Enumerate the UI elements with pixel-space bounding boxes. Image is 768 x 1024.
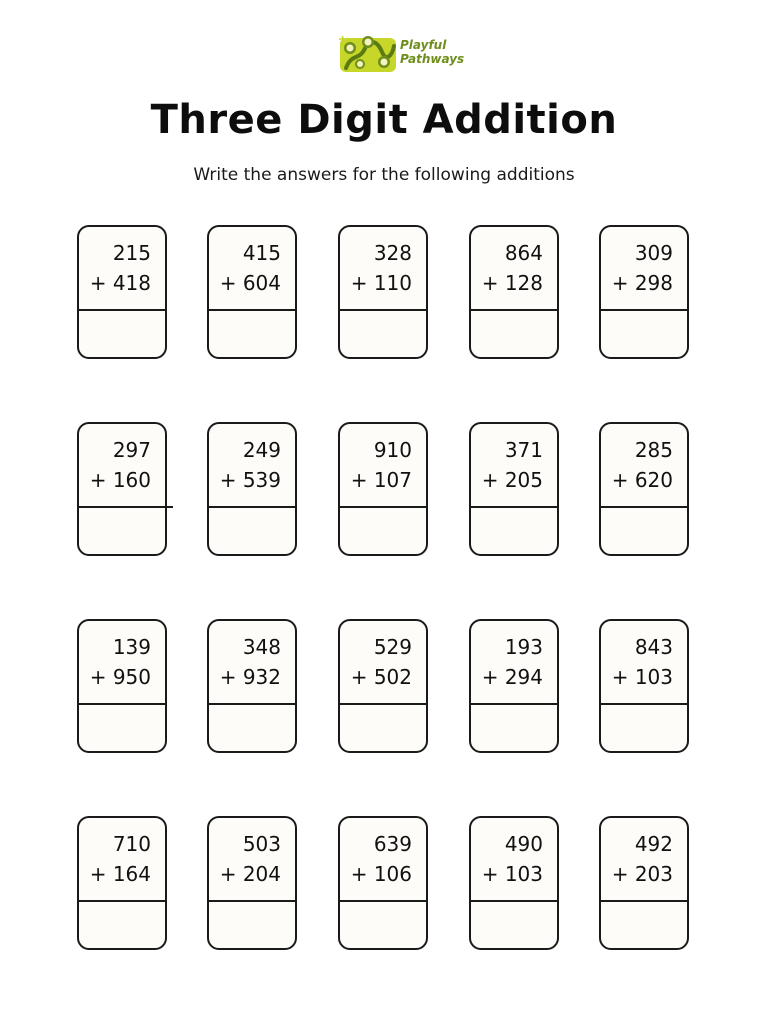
- sum-line: [599, 900, 689, 902]
- addend-top: 371: [504, 438, 543, 462]
- addend-bottom: + 932: [219, 665, 281, 689]
- sum-line: [77, 703, 167, 705]
- addend-top: 415: [242, 241, 281, 265]
- sum-line: [599, 309, 689, 311]
- addend-top: 285: [634, 438, 673, 462]
- problem-card: [338, 816, 428, 950]
- addend-bottom: + 418: [89, 271, 151, 295]
- sum-line: [338, 309, 428, 311]
- answer-box[interactable]: [605, 510, 683, 550]
- addend-top: 328: [373, 241, 412, 265]
- sum-line: [599, 506, 689, 508]
- problem-card: [338, 619, 428, 753]
- sum-line: [469, 703, 559, 705]
- addend-bottom: + 107: [350, 468, 412, 492]
- sum-line: [338, 900, 428, 902]
- problem-card: [599, 225, 689, 359]
- logo-wordmark: [400, 38, 464, 66]
- addend-bottom: + 160: [89, 468, 151, 492]
- brand-logo: [338, 32, 465, 78]
- addend-top: 529: [373, 635, 412, 659]
- addend-top: 710: [112, 832, 151, 856]
- problem-card: [599, 619, 689, 753]
- answer-box[interactable]: [344, 904, 422, 944]
- page-title: Three Digit Addition: [150, 97, 618, 143]
- problem-card: [599, 422, 689, 556]
- addend-bottom: + 110: [350, 271, 412, 295]
- sum-line: [469, 309, 559, 311]
- sum-line: [207, 309, 297, 311]
- problem-card: [77, 816, 167, 950]
- addend-top: 193: [504, 635, 543, 659]
- problem-card: [338, 422, 428, 556]
- problem-card: [77, 619, 167, 753]
- addend-top: 139: [112, 635, 151, 659]
- sum-line: [207, 506, 297, 508]
- sum-line: [338, 506, 428, 508]
- problem-card: [469, 225, 559, 359]
- answer-box[interactable]: [213, 510, 291, 550]
- answer-box[interactable]: [213, 707, 291, 747]
- answer-box[interactable]: [605, 904, 683, 944]
- addend-top: 492: [634, 832, 673, 856]
- logo-line1: Playful: [400, 38, 447, 52]
- addend-bottom: + 298: [611, 271, 673, 295]
- answer-box[interactable]: [213, 313, 291, 353]
- addend-bottom: + 128: [481, 271, 543, 295]
- addend-bottom: + 294: [481, 665, 543, 689]
- addend-bottom: + 604: [219, 271, 281, 295]
- sum-line: [77, 900, 167, 902]
- logo-line2: Pathways: [400, 52, 465, 66]
- answer-box[interactable]: [475, 904, 553, 944]
- answer-box[interactable]: [344, 313, 422, 353]
- sum-line: [338, 703, 428, 705]
- answer-box[interactable]: [605, 313, 683, 353]
- sum-line: [77, 506, 173, 508]
- instructions: Write the answers for the following additions: [193, 165, 575, 185]
- addend-top: 864: [504, 241, 543, 265]
- addend-bottom: + 502: [350, 665, 412, 689]
- answer-box[interactable]: [83, 313, 161, 353]
- addend-bottom: + 106: [350, 862, 412, 886]
- addend-top: 309: [634, 241, 673, 265]
- addend-bottom: + 539: [219, 468, 281, 492]
- sum-line: [77, 309, 167, 311]
- addend-bottom: + 103: [611, 665, 673, 689]
- answer-box[interactable]: [213, 904, 291, 944]
- problem-card: [77, 422, 167, 556]
- answer-box[interactable]: [83, 904, 161, 944]
- problem-card: [207, 422, 297, 556]
- addend-top: 490: [504, 832, 543, 856]
- addend-top: 297: [112, 438, 151, 462]
- sum-line: [207, 900, 297, 902]
- problem-card: [207, 816, 297, 950]
- problem-card: [469, 619, 559, 753]
- answer-box[interactable]: [475, 510, 553, 550]
- addend-top: 348: [242, 635, 281, 659]
- answer-box[interactable]: [475, 313, 553, 353]
- addend-top: 249: [242, 438, 281, 462]
- addend-bottom: + 164: [89, 862, 151, 886]
- addend-bottom: + 620: [611, 468, 673, 492]
- addend-top: 910: [373, 438, 412, 462]
- problem-card: [77, 225, 167, 359]
- addend-top: 503: [242, 832, 281, 856]
- answer-box[interactable]: [344, 707, 422, 747]
- problem-card: [469, 816, 559, 950]
- addend-bottom: + 103: [481, 862, 543, 886]
- addend-top: 215: [112, 241, 151, 265]
- sum-line: [207, 703, 297, 705]
- problem-card: [207, 225, 297, 359]
- sum-line: [599, 703, 689, 705]
- sum-line: [469, 506, 559, 508]
- answer-box[interactable]: [475, 707, 553, 747]
- answer-box[interactable]: [83, 510, 161, 550]
- problem-card: [469, 422, 559, 556]
- addend-bottom: + 950: [89, 665, 151, 689]
- children-climbing-logo-icon: [338, 32, 398, 76]
- addend-top: 843: [634, 635, 673, 659]
- problem-card: [599, 816, 689, 950]
- addend-bottom: + 204: [219, 862, 281, 886]
- addend-bottom: + 203: [611, 862, 673, 886]
- addend-bottom: + 205: [481, 468, 543, 492]
- sum-line: [469, 900, 559, 902]
- addend-top: 639: [373, 832, 412, 856]
- answer-box[interactable]: [83, 707, 161, 747]
- problem-card: [338, 225, 428, 359]
- answer-box[interactable]: [605, 707, 683, 747]
- problem-card: [207, 619, 297, 753]
- answer-box[interactable]: [344, 510, 422, 550]
